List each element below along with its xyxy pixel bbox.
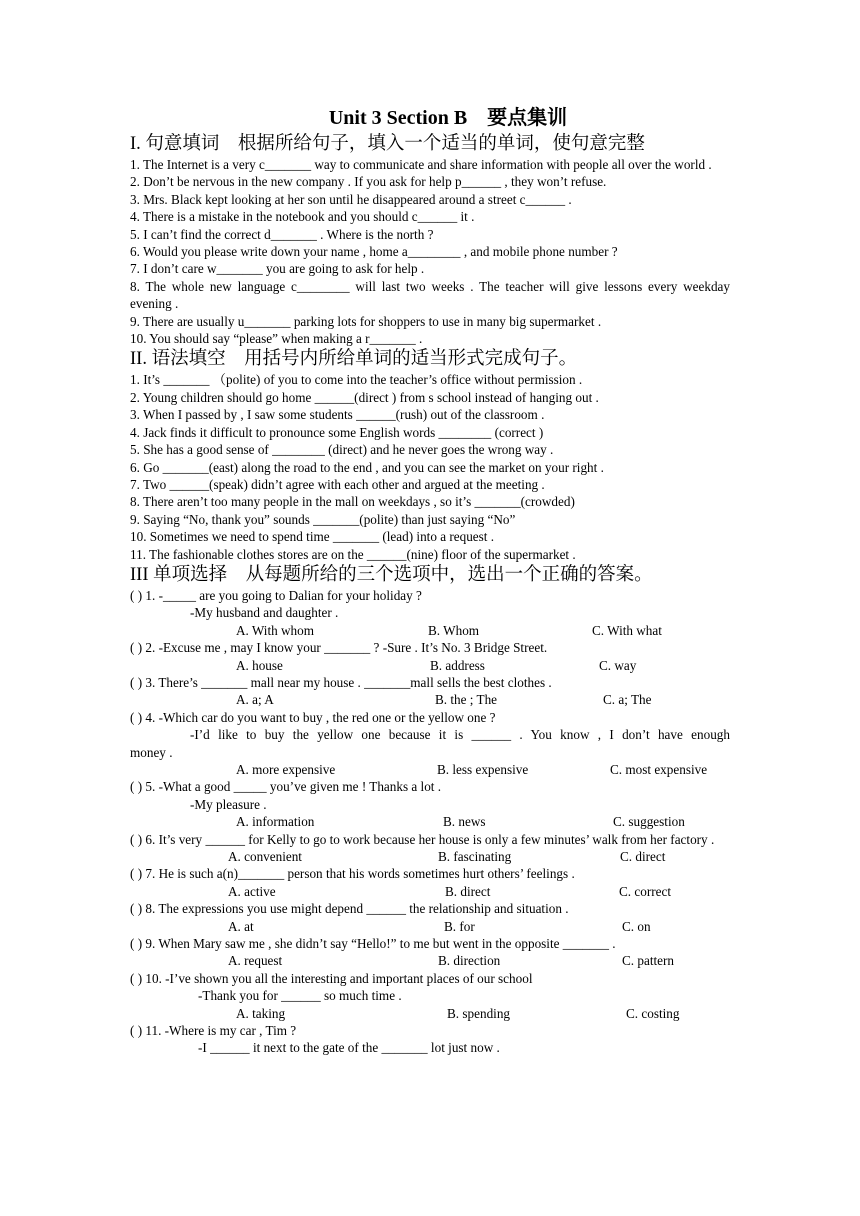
q8-options [130, 918, 730, 935]
q5-option-b: B. news [443, 814, 486, 830]
q7-options [130, 883, 730, 900]
q5-option-a: A. information [236, 814, 315, 830]
q1-option-c: C. With what [592, 622, 662, 638]
q5-stem: ( ) 5. -What a good _____ you’ve given me ! Thanks a lot . [130, 779, 442, 795]
q5-option-c: C. suggestion [613, 814, 685, 830]
q2-stem: ( ) 2. -Excuse me , may I know your _______ ? -Sure . It’s No. 3 Bridge Street. [130, 640, 548, 656]
s2-item-4: 4. Jack finds it difficult to pronounce some English words ________ (correct ) [130, 424, 544, 440]
q4-line2: -I’d like to buy the yellow one because it is ______ . You know , I don’t have enough [190, 727, 730, 743]
q10-option-c: C. costing [626, 1005, 680, 1021]
s2-item-10: 10. Sometimes we need to spend time _______ (lead) into a request . [130, 529, 495, 545]
s2-item-5: 5. She has a good sense of ________ (direct) and he never goes the wrong way . [130, 442, 554, 458]
s2-item-9: 9. Saying “No, thank you” sounds _______(polite) than just saying “No” [130, 511, 516, 527]
s2-item-2: 2. Young children should go home ______(direct ) from s school instead of hanging out . [130, 389, 599, 405]
q9-option-b: B. direction [438, 953, 501, 969]
s1-item-9: 9. There are usually u_______ parking lots for shoppers to use in many big supermarket . [130, 313, 602, 329]
q10-stem: ( ) 10. -I’ve shown you all the interesting and important places of our school [130, 970, 533, 986]
q7-option-c: C. correct [619, 883, 671, 899]
s1-item-1: 1. The Internet is a very c_______ way to communicate and share information with people all over the world . [130, 157, 712, 172]
q1-options [130, 622, 730, 639]
q3-stem: ( ) 3. There’s _______ mall near my house . _______mall sells the best clothes . [130, 674, 552, 690]
q3-option-c: C. a; The [603, 692, 652, 708]
q1-line2: -My husband and daughter . [190, 605, 339, 621]
q3-options [130, 691, 730, 708]
section-1-heading: I. 句意填词 根据所给句子，填入一个适当的单词，使句意完整 [130, 134, 645, 154]
q6-stem: ( ) 6. It’s very ______ for Kelly to go to work because her house is only a few minutes’ walk from her factory . [130, 831, 715, 847]
s1-item-5: 5. I can’t find the correct d_______ . Where is the north ? [130, 226, 434, 242]
q6-options [130, 848, 730, 865]
s2-item-7: 7. Two ______(speak) didn’t agree with each other and argued at the meeting . [130, 476, 545, 492]
q3-option-b: B. the ; The [435, 692, 498, 708]
q1-stem: ( ) 1. -_____ are you going to Dalian for your holiday ? [130, 587, 422, 603]
page-title: Unit 3 Section B 要点集训 [328, 107, 568, 129]
s2-item-1: 1. It’s _______ （polite) of you to come into the teacher’s office without permission . [130, 372, 583, 388]
section-2-heading: II. 语法填空 用括号内所给单词的适当形式完成句子。 [130, 349, 578, 370]
s1-item-7: 7. I don’t care w_______ you are going to ask for help . [130, 261, 425, 277]
s1-item-8: 8. The whole new language c________ will last two weeks . The teacher will give lessons every weekday evening . [130, 278, 730, 312]
q9-option-a: A. request [228, 953, 283, 969]
q8-option-a: A. at [228, 918, 254, 934]
q10-options [130, 1005, 730, 1022]
q1-option-a: A. With whom [236, 622, 314, 638]
q7-option-a: A. active [228, 883, 276, 899]
q6-option-b: B. fascinating [438, 848, 512, 864]
s2-item-8: 8. There aren’t too many people in the mall on weekdays , so it’s _______(crowded) [130, 494, 575, 510]
q4-line3: money . [130, 744, 173, 760]
q7-option-b: B. direct [445, 883, 491, 899]
s1-item-2: 2. Don’t be nervous in the new company . If you ask for help p______ , they won’t refuse. [130, 174, 607, 190]
q7-stem: ( ) 7. He is such a(n)_______ person that his words sometimes hurt others’ feelings . [130, 866, 575, 882]
q10-line2: -Thank you for ______ so much time . [198, 988, 402, 1004]
section-3-heading: III 单项选择 从每题所给的三个选项中，选出一个正确的答案。 [130, 564, 653, 585]
s2-item-3: 3. When I passed by , I saw some students ______(rush) out of the classroom . [130, 407, 545, 423]
q10-option-b: B. spending [447, 1005, 511, 1021]
q9-stem: ( ) 9. When Mary saw me , she didn’t say “Hello!” to me but went in the opposite _______ . [130, 935, 616, 951]
q2-option-a: A. house [236, 657, 283, 673]
q4-option-b: B. less expensive [437, 761, 529, 777]
q4-stem: ( ) 4. -Which car do you want to buy , the red one or the yellow one ? [130, 709, 496, 725]
s2-item-11: 11. The fashionable clothes stores are on the ______(nine) floor of the supermarket . [130, 546, 576, 562]
worksheet [130, 104, 730, 1057]
q2-option-b: B. address [430, 657, 485, 673]
q4-option-a: A. more expensive [236, 761, 336, 777]
q5-line2: -My pleasure . [190, 796, 267, 812]
q2-option-c: C. way [599, 657, 637, 673]
q8-stem: ( ) 8. The expressions you use might depend ______ the relationship and situation . [130, 901, 569, 917]
q10-option-a: A. taking [236, 1005, 286, 1021]
s2-item-6: 6. Go _______(east) along the road to the end , and you can see the market on your right . [130, 459, 604, 475]
q9-option-c: C. pattern [622, 953, 675, 969]
q11-line2: -I ______ it next to the gate of the _______ lot just now . [198, 1040, 500, 1056]
s1-item-4: 4. There is a mistake in the notebook and you should c______ it . [130, 209, 475, 225]
q11-stem: ( ) 11. -Where is my car , Tim ? [130, 1022, 297, 1038]
s1-item-3: 3. Mrs. Black kept looking at her son until he disappeared around a street c______ . [130, 191, 572, 207]
q8-option-c: C. on [622, 918, 651, 934]
q2-options [130, 657, 730, 674]
q8-option-b: B. for [444, 918, 475, 934]
s1-item-10: 10. You should say “please” when making a r_______ . [130, 331, 423, 347]
q3-option-a: A. a; A [236, 692, 274, 708]
q4-option-c: C. most expensive [610, 761, 708, 777]
q6-option-a: A. convenient [228, 848, 302, 864]
q6-option-c: C. direct [620, 848, 666, 864]
q9-options [130, 952, 730, 969]
q1-option-b: B. Whom [428, 622, 480, 638]
s1-item-6: 6. Would you please write down your name , home a________ , and mobile phone number ? [130, 244, 618, 260]
q5-options [130, 813, 730, 830]
q4-options [130, 761, 730, 778]
